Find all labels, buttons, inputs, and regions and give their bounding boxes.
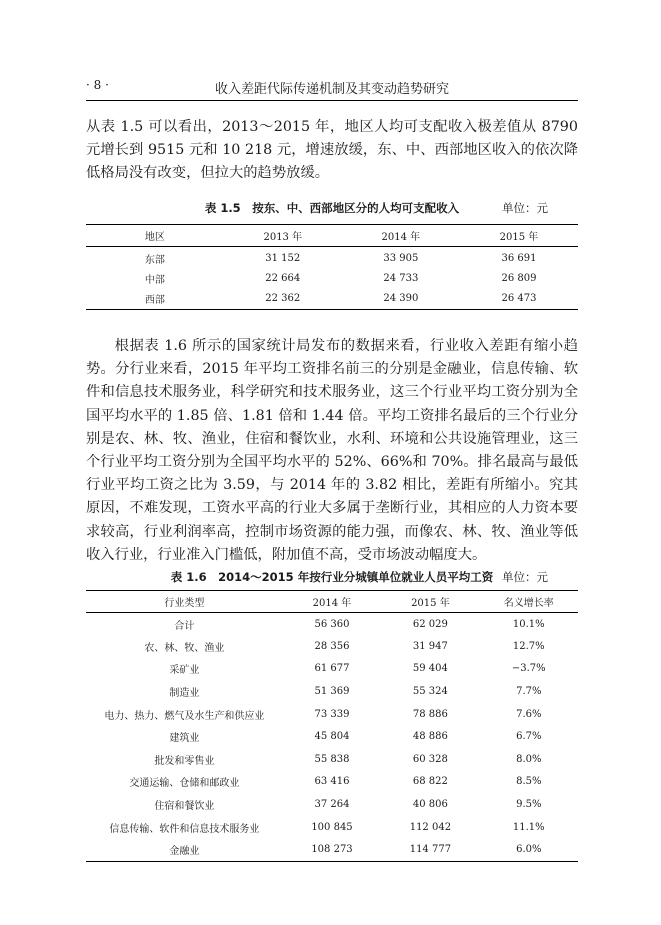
table-cell: 73 339 [314, 708, 350, 720]
running-title: 收入差距代际传递机制及其变动趋势研究 [214, 82, 449, 97]
table-cell: 9.5% [516, 799, 542, 811]
table-row [86, 771, 578, 794]
table-cell: 22 664 [265, 272, 301, 284]
table-1-6-unit: 单位：元 [502, 570, 548, 584]
table-1-6-title: 表 1.6 2014～2015 年按行业分城镇单位就业人员平均工资 [170, 570, 494, 584]
running-header [86, 78, 578, 98]
table-1-6 [86, 590, 578, 862]
table-cell: 112 042 [409, 821, 452, 833]
table-cell: 36 691 [501, 252, 537, 264]
table-cell: 8.0% [516, 753, 542, 765]
table-cell: 26 473 [501, 293, 537, 305]
table-cell: 59 404 [412, 663, 448, 675]
table-cell: 108 273 [311, 843, 353, 855]
table-cell: −3.7% [511, 663, 546, 675]
table-cell: 22 362 [265, 293, 301, 305]
table-row [86, 268, 578, 289]
column-header: 2015 年 [499, 232, 539, 243]
table-row [86, 816, 578, 839]
table-cell: 31 152 [265, 252, 301, 264]
column-header: 地区 [144, 232, 165, 243]
table-row [86, 658, 578, 681]
table-cell: 住宿和餐饮业 [154, 801, 215, 813]
header-rule [86, 100, 578, 101]
table-cell: 6.0% [516, 843, 542, 855]
table-cell: 40 806 [412, 799, 448, 811]
table-cell: 45 804 [314, 731, 350, 743]
table-cell: 28 356 [314, 640, 350, 652]
table-cell: 电力、热力、燃气及水生产和供应业 [104, 710, 265, 722]
table-cell: 61 677 [314, 663, 350, 675]
table-cell: 24 733 [383, 272, 419, 284]
table-cell: 100 845 [311, 821, 353, 833]
table-1-5-caption [86, 200, 578, 218]
table-cell: 24 390 [383, 293, 419, 305]
table-cell: 31 947 [412, 640, 448, 652]
table-cell: 60 328 [412, 753, 448, 765]
table-cell: 6.7% [516, 731, 542, 743]
table-header-row [86, 591, 578, 613]
column-header: 2015 年 [411, 598, 450, 609]
table-row [86, 703, 578, 726]
column-header: 2014 年 [312, 598, 352, 609]
table-cell: 48 886 [412, 731, 448, 743]
table-row [86, 247, 578, 268]
table-row [86, 725, 578, 748]
page-number: · 8 · [86, 78, 109, 92]
table-cell: 11.1% [512, 821, 545, 833]
table-cell: 55 324 [412, 686, 448, 698]
table-cell: 交通运输、仓储和邮政业 [129, 778, 240, 790]
table-row [86, 289, 578, 310]
table-cell: 合计 [174, 620, 195, 632]
table-cell: 采矿业 [169, 665, 200, 677]
column-header: 名义增长率 [503, 598, 554, 609]
table-cell: 55 838 [314, 753, 350, 765]
table-row [86, 793, 578, 816]
table-cell: 西部 [144, 295, 165, 307]
table-1-6-caption [86, 569, 578, 587]
table-cell: 中部 [144, 274, 165, 286]
table-row [86, 680, 578, 703]
table-cell: 东部 [144, 254, 165, 266]
table-cell: 63 416 [314, 776, 350, 788]
table-cell: 12.7% [512, 640, 545, 652]
table-1-5-title: 表 1.5 按东、中、西部地区分的人均可支配收入 [204, 201, 460, 215]
table-cell: 制造业 [169, 688, 200, 700]
table-cell: 7.7% [516, 686, 542, 698]
table-row [86, 613, 578, 636]
table-cell: 26 809 [501, 272, 537, 284]
column-header: 行业类型 [164, 598, 205, 609]
table-cell: 7.6% [516, 708, 542, 720]
paragraph-2: 根据表 1.6 所示的国家统计局发布的数据来看，行业收入差距有缩小趋势。分行业来看，2015 年平均工资排名前三的分别是金融业，信息传输、软件和信息技术服务业，科学研究和技术服务业，这三个行业平均工资分别为全国平均水平的 1.85 倍、1.81 倍和 1.44 倍。平均工资排名最后的三个行业分别是农、林、牧、渔业，住宿和餐饮业，水利、环境和公共设施管理业，这三个行业平均工资分别为全国平均水平的 52%、66%和 70%。排名最高与最低行业平均工资之比为 3.59，与 2014 年的 3.82 相比，差距有所缩小。究其原因，不难发现，工资水平高的行业大多属于垄断行业，其相应的人力资本要求较高，行业利润率高，控制市场资源的能力强，而像农、林、牧、渔业等低收入行业，行业准入门槛低，附加值不高，受市场波动幅度大。 [86, 338, 578, 563]
table-cell: 68 822 [412, 776, 448, 788]
column-header: 2014 年 [381, 232, 421, 243]
table-cell: 56 360 [314, 618, 350, 630]
table-row [86, 838, 578, 861]
table-cell: 8.5% [516, 776, 542, 788]
table-cell: 33 905 [383, 252, 419, 264]
table-cell: 批发和零售业 [154, 755, 215, 767]
table-header-row [86, 225, 578, 247]
table-cell: 农、林、牧、渔业 [144, 642, 225, 654]
table-cell: 51 369 [314, 686, 350, 698]
table-cell: 信息传输、软件和信息技术服务业 [109, 823, 260, 835]
table-cell: 建筑业 [169, 733, 200, 745]
table-row [86, 635, 578, 658]
table-cell: 37 264 [314, 799, 350, 811]
table-1-5-unit: 单位：元 [502, 201, 548, 215]
paragraph-1: 从表 1.5 可以看出，2013～2015 年，地区人均可支配收入极差值从 8790 元增长到 9515 元和 10 218 元，增速放缓，东、中、西部地区收入的依次降低格局没有改变，但拉大的趋势放缓。 [86, 119, 578, 182]
table-cell: 10.1% [512, 618, 545, 630]
table-1-5 [86, 224, 578, 310]
table-cell: 114 777 [409, 843, 452, 855]
table-cell: 金融业 [169, 845, 200, 857]
table-cell: 78 886 [412, 708, 448, 720]
table-row [86, 748, 578, 771]
table-cell: 62 029 [412, 618, 448, 630]
column-header: 2013 年 [263, 232, 303, 243]
